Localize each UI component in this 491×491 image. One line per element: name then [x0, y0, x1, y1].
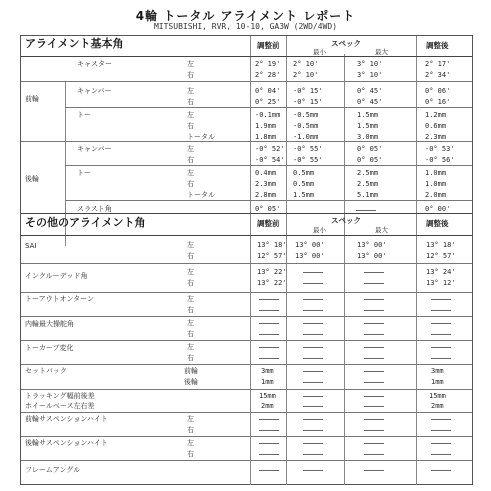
- basic-max-value: 2.5mm: [357, 180, 379, 188]
- empty-dash: [364, 283, 384, 284]
- basic-before-value: 0° 04': [255, 87, 281, 95]
- empty-dash: [431, 419, 451, 420]
- row-rule: [21, 81, 472, 82]
- basic-after-value: 0° 00': [425, 205, 451, 213]
- ftoe-right-label: 右: [187, 122, 194, 130]
- basic-before-value: 0.4mm: [255, 169, 277, 177]
- basic-max-value: 5.1mm: [357, 191, 379, 199]
- basic-after-value: 1.0mm: [425, 169, 447, 177]
- empty-dash: [259, 430, 279, 431]
- empty-dash: [303, 323, 323, 324]
- empty-dash: [364, 454, 384, 455]
- rear-camber-label: キャンバー: [77, 145, 112, 153]
- inc-left-label: 左: [187, 268, 194, 276]
- basic-after-value: 0.6mm: [425, 122, 447, 130]
- rsh-left-label: 左: [187, 439, 194, 447]
- empty-dash: [364, 430, 384, 431]
- row-rule: [21, 141, 472, 142]
- sai-right-label: 右: [187, 252, 194, 260]
- section-rule: [21, 213, 472, 214]
- inc-right-label: 右: [187, 279, 194, 287]
- basic-min-value: 1.5mm: [293, 191, 315, 199]
- empty-dash: [303, 358, 323, 359]
- included-angle-label: インクルーデッド角: [25, 272, 88, 280]
- basic-min-value: -1.0mm: [293, 133, 319, 141]
- empty-dash: [259, 419, 279, 420]
- empty-dash: [364, 347, 384, 348]
- basic-min-value: 0.5mm: [293, 169, 315, 177]
- empty-dash: [303, 272, 323, 273]
- basic-max-value: 2.5mm: [357, 169, 379, 177]
- other-col-spec: スペック: [331, 216, 361, 225]
- basic-min-value: -0° 55': [293, 156, 323, 164]
- tc-right-label: 右: [187, 354, 194, 362]
- empty-dash: [364, 272, 384, 273]
- empty-dash: [431, 430, 451, 431]
- empty-dash: [431, 323, 451, 324]
- report-sheet: [20, 35, 473, 485]
- row-rule: [21, 263, 472, 264]
- empty-dash: [303, 396, 323, 397]
- setback-rear-before: 1mm: [261, 378, 274, 386]
- inc-left-before: 13° 22': [257, 268, 287, 276]
- empty-dash: [303, 382, 323, 383]
- rcamber-left-label: 左: [187, 145, 194, 153]
- sai-right-max: 13° 00': [357, 252, 387, 260]
- basic-max-value: 3° 10': [357, 60, 383, 68]
- empty-dash: [259, 454, 279, 455]
- row-rule: [21, 389, 472, 390]
- basic-max-value: 0° 05': [357, 145, 383, 153]
- basic-min-value: 0.5mm: [293, 180, 315, 188]
- max-steer-label: 内輪最大操舵角: [25, 320, 74, 328]
- empty-dash: [259, 310, 279, 311]
- empty-dash: [364, 371, 384, 372]
- vehicle-subtitle: MITSUBISHI, RVR, 10-10, GA3W (2WD/4WD): [153, 22, 338, 31]
- inc-right-after: 13° 12': [426, 279, 456, 287]
- empty-dash: [303, 406, 323, 407]
- row-rule: [21, 364, 472, 365]
- row-rule: [21, 460, 472, 461]
- basic-before-value: 2.3mm: [255, 180, 277, 188]
- row-rule: [21, 292, 472, 293]
- empty-dash: [431, 347, 451, 348]
- rear-toe-label: トー: [77, 169, 91, 177]
- steer-left-label: 左: [187, 319, 194, 327]
- basic-after-value: -0° 56': [425, 156, 455, 164]
- empty-dash: [303, 310, 323, 311]
- header-rule: [21, 56, 472, 57]
- basic-max-value: 0° 45': [357, 98, 383, 106]
- basic-before-value: 0° 25': [255, 98, 281, 106]
- sai-left-before: 13° 18': [257, 241, 287, 249]
- basic-col-min: 最小: [313, 48, 326, 56]
- basic-before-value: 2° 28': [255, 71, 281, 79]
- wheelbase-after: 2mm: [431, 402, 444, 410]
- rear-susp-height-label: 後輪サスペンションハイト: [25, 439, 108, 447]
- frame-angle-label: フレームアングル: [25, 466, 81, 474]
- col-divider-after: [416, 36, 417, 485]
- basic-after-value: 0° 06': [425, 87, 451, 95]
- tc-left-label: 左: [187, 343, 194, 351]
- ftoe-left-label: 左: [187, 111, 194, 119]
- section-basic-heading: アライメント基本角: [25, 37, 124, 50]
- empty-dash: [303, 419, 323, 420]
- basic-after-value: 2.0mm: [425, 191, 447, 199]
- wheelbase-diff-label: ホイールベース左右差: [25, 402, 95, 410]
- empty-dash: [259, 323, 279, 324]
- empty-dash: [259, 358, 279, 359]
- other-col-before: 調整前: [257, 219, 280, 228]
- row-rule: [21, 412, 472, 413]
- empty-dash: [364, 358, 384, 359]
- toe-out-on-turn-label: トーアウトオンターン: [25, 295, 95, 303]
- empty-dash: [364, 396, 384, 397]
- basic-before-value: -0° 54': [255, 156, 285, 164]
- empty-dash: [364, 406, 384, 407]
- col-divider-before: [250, 36, 251, 485]
- setback-rear-label: 後輪: [184, 378, 198, 386]
- empty-dash: [303, 430, 323, 431]
- sai-left-label: 左: [187, 241, 194, 249]
- other-col-max: 最大: [375, 226, 388, 234]
- row-rule: [65, 200, 472, 201]
- wheelbase-before: 2mm: [261, 402, 274, 410]
- sai-left-max: 13° 00': [357, 241, 387, 249]
- empty-dash: [364, 419, 384, 420]
- sai-right-after: 12° 57': [426, 252, 456, 260]
- rtoe-left-label: 左: [187, 169, 194, 177]
- empty-dash: [364, 323, 384, 324]
- fsh-right-label: 右: [187, 426, 194, 434]
- caster-label: キャスター: [77, 60, 112, 68]
- basic-min-value: 2° 10': [293, 71, 319, 79]
- rtoe-total-label: トータル: [187, 191, 215, 199]
- basic-max-value: 1.5mm: [357, 122, 379, 130]
- tracking-diff-label: トラッキング幅前後差: [25, 392, 95, 400]
- row-rule: [21, 436, 472, 437]
- empty-dash: [431, 299, 451, 300]
- empty-dash: [303, 454, 323, 455]
- tracking-before: 15mm: [259, 392, 276, 400]
- empty-dash: [303, 470, 323, 471]
- empty-dash: [303, 299, 323, 300]
- fsh-left-label: 左: [187, 415, 194, 423]
- setback-front-after: 3mm: [431, 367, 444, 375]
- empty-dash: [303, 283, 323, 284]
- basic-after-value: 2° 34': [425, 71, 451, 79]
- rtoe-right-label: 右: [187, 180, 194, 188]
- caster-left-label: 左: [187, 60, 194, 68]
- basic-min-value: -0° 15': [293, 98, 323, 106]
- basic-after-value: -0° 53': [425, 145, 455, 153]
- basic-min-value: 2° 10': [293, 60, 319, 68]
- too-right-label: 右: [187, 306, 194, 314]
- setback-rear-after: 1mm: [431, 378, 444, 386]
- tracking-after: 15mm: [429, 392, 446, 400]
- empty-dash: [364, 443, 384, 444]
- basic-after-value: 2° 17': [425, 60, 451, 68]
- rsh-right-label: 右: [187, 450, 194, 458]
- empty-dash: [303, 371, 323, 372]
- empty-dash: [431, 334, 451, 335]
- basic-min-value: -0° 55': [293, 145, 323, 153]
- fcamber-right-label: 右: [187, 98, 194, 106]
- empty-dash: [364, 334, 384, 335]
- setback-label: セットバック: [25, 367, 67, 375]
- basic-before-value: 1.8mm: [255, 133, 277, 141]
- front-susp-height-label: 前輪サスペンションハイト: [25, 415, 108, 423]
- inc-right-before: 13° 22': [257, 279, 287, 287]
- group-rear-label: 後輪: [25, 175, 39, 183]
- basic-max-value: 0° 05': [357, 156, 383, 164]
- basic-max-value: 0° 45': [357, 87, 383, 95]
- thrust-angle-label: スラスト角: [77, 205, 112, 213]
- steer-right-label: 右: [187, 330, 194, 338]
- setback-front-before: 3mm: [261, 367, 274, 375]
- rcamber-right-label: 右: [187, 156, 194, 164]
- empty-dash: [364, 470, 384, 471]
- front-toe-label: トー: [77, 111, 91, 119]
- col-divider-max: [344, 54, 345, 485]
- row-rule: [21, 340, 472, 341]
- basic-before-value: 0° 05': [255, 205, 281, 213]
- caster-right-label: 右: [187, 71, 194, 79]
- empty-dash: [259, 299, 279, 300]
- front-camber-label: キャンバー: [77, 87, 112, 95]
- basic-before-value: -0° 52': [255, 145, 285, 153]
- empty-dash: [303, 334, 323, 335]
- basic-after-value: 1.0mm: [425, 180, 447, 188]
- basic-before-value: -0.1mm: [255, 111, 281, 119]
- row-rule: [65, 107, 472, 108]
- group-front-label: 前輪: [25, 95, 39, 103]
- basic-col-max: 最大: [375, 48, 388, 56]
- empty-dash: [431, 443, 451, 444]
- report-title: 4輪 トータル アライメント レポート: [135, 9, 356, 23]
- basic-before-value: 2.8mm: [255, 191, 277, 199]
- empty-dash: [431, 470, 451, 471]
- basic-min-value: -0° 15': [293, 87, 323, 95]
- header-rule: [21, 235, 472, 236]
- sai-left-min: 13° 00': [295, 241, 325, 249]
- basic-min-value: -0.5mm: [293, 122, 319, 130]
- basic-min-value: -0.5mm: [293, 111, 319, 119]
- sai-right-before: 12° 57': [257, 252, 287, 260]
- section-other-heading: その他のアライメント角: [25, 216, 146, 229]
- sai-left-after: 13° 18': [426, 241, 456, 249]
- basic-after-value: 0° 16': [425, 98, 451, 106]
- too-left-label: 左: [187, 295, 194, 303]
- basic-col-after: 調整後: [426, 41, 449, 50]
- fcamber-left-label: 左: [187, 87, 194, 95]
- spec-dash: [356, 210, 376, 211]
- basic-before-value: 2° 19': [255, 60, 281, 68]
- empty-dash: [259, 334, 279, 335]
- empty-dash: [431, 358, 451, 359]
- basic-max-value: 3° 10': [357, 71, 383, 79]
- basic-col-spec: スペック: [331, 39, 361, 48]
- basic-max-value: 1.5mm: [357, 111, 379, 119]
- ftoe-total-label: トータル: [187, 133, 215, 141]
- basic-max-value: 3.0mm: [357, 133, 379, 141]
- toe-curve-label: トーカーブ変化: [25, 344, 74, 352]
- inc-left-after: 13° 24': [426, 268, 456, 276]
- other-col-after: 調整後: [426, 219, 449, 228]
- empty-dash: [259, 443, 279, 444]
- basic-col-before: 調整前: [257, 41, 280, 50]
- empty-dash: [431, 454, 451, 455]
- empty-dash: [303, 443, 323, 444]
- basic-after-value: 1.2mm: [425, 111, 447, 119]
- empty-dash: [303, 347, 323, 348]
- empty-dash: [431, 310, 451, 311]
- basic-after-value: 2.3mm: [425, 133, 447, 141]
- empty-dash: [364, 382, 384, 383]
- setback-front-label: 前輪: [184, 367, 198, 375]
- empty-dash: [259, 470, 279, 471]
- empty-dash: [259, 347, 279, 348]
- row-rule: [21, 316, 472, 317]
- other-col-min: 最小: [313, 226, 326, 234]
- sai-label: SAI: [25, 242, 37, 250]
- empty-dash: [364, 310, 384, 311]
- row-rule: [65, 165, 472, 166]
- basic-before-value: 1.9mm: [255, 122, 277, 130]
- empty-dash: [364, 299, 384, 300]
- sai-right-min: 13° 00': [295, 252, 325, 260]
